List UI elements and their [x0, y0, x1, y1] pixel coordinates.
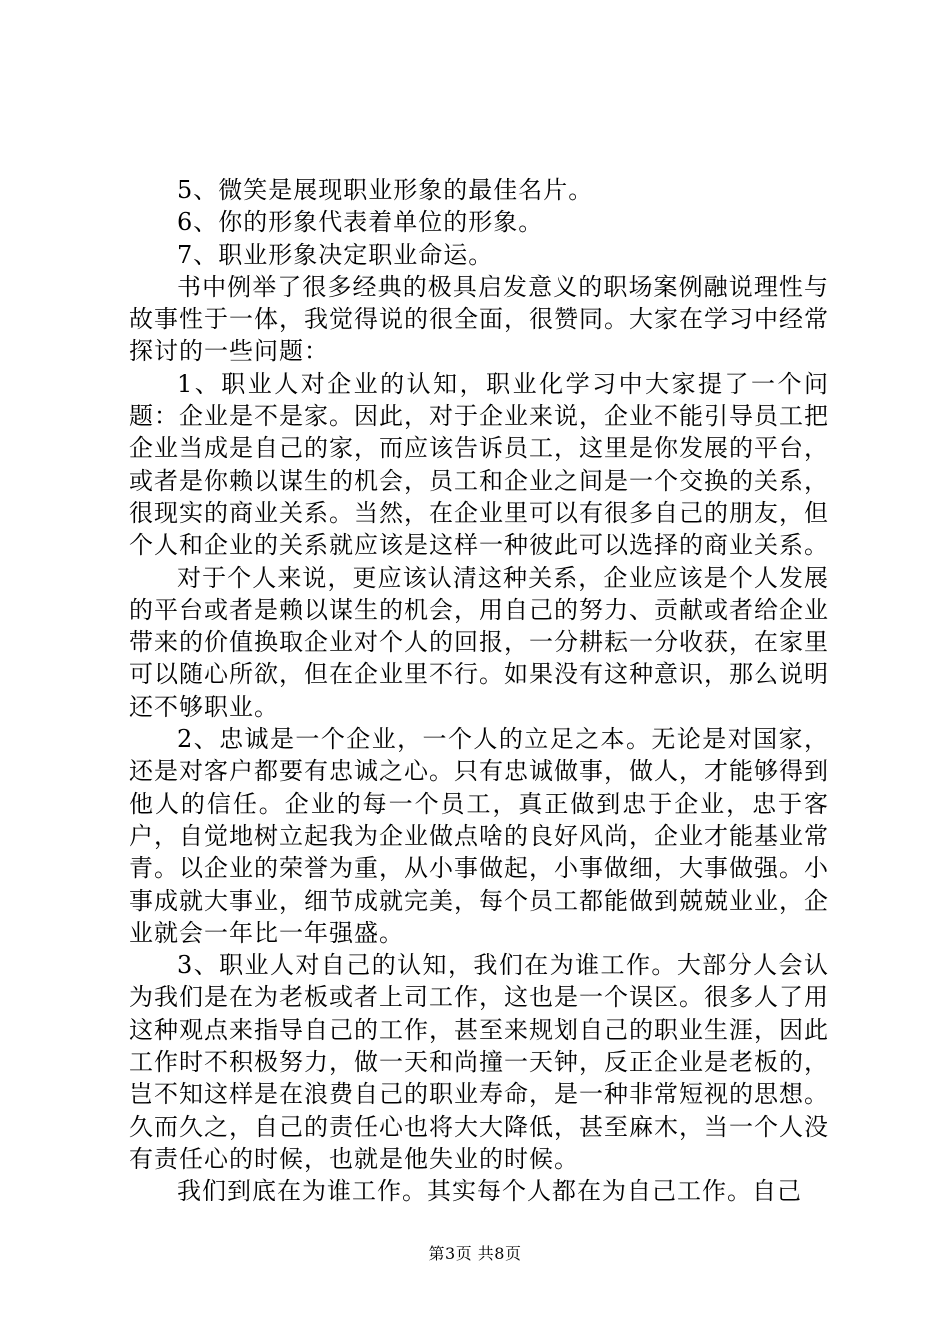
- paragraph-point-1: 1、职业人对企业的认知，职业化学习中大家提了一个问题：企业是不是家。因此，对于企业来说，企业不能引导员工把企业当成是自己的家，而应该告诉员工，这里是你发展的平台，或者是你赖以谋生的机会，员工和企业之间是一个交换的关系，很现实的商业关系。当然，在企业里可以有很多自己的朋友，但个人和企业的关系就应该是这样一种彼此可以选择的商业关系。: [129, 369, 829, 560]
- paragraph-individual: 对于个人来说，更应该认清这种关系，企业应该是个人发展的平台或者是赖以谋生的机会，用自己的努力、贡献或者给企业带来的价值换取企业对个人的回报，一分耕耘一分收获，在家里可以随心所欲，但在企业里不行。如果没有这种意识，那么说明还不够职业。: [129, 563, 829, 721]
- paragraph-who-we-work-for: 我们到底在为谁工作。其实每个人都在为自己工作。自己: [177, 1177, 802, 1206]
- page-number-footer: 第3页 共8页: [428, 1244, 522, 1263]
- list-item-7: 7、职业形象决定职业命运。: [177, 240, 494, 269]
- list-item-6: 6、你的形象代表着单位的形象。: [177, 208, 544, 237]
- paragraph-book-intro: 书中例举了很多经典的极具启发意义的职场案例融说理性与故事性于一体，我觉得说的很全面，很赞同。大家在学习中经常探讨的一些问题：: [129, 272, 829, 366]
- document-body: [129, 174, 829, 1208]
- paragraph-point-2: 2、忠诚是一个企业，一个人的立足之本。无论是对国家，还是对客户都要有忠诚之心。只有忠诚做事，做人，才能够得到他人的信任。企业的每一个员工，真正做到忠于企业，忠于客户，自觉地树立起我为企业做点啥的良好风尚，企业才能基业常青。以企业的荣誉为重，从小事做起，小事做细，大事做强。小事成就大事业，细节成就完美，每个员工都能做到兢兢业业，企业就会一年比一年强盛。: [129, 725, 829, 947]
- paragraph-point-3: 3、职业人对自己的认知，我们在为谁工作。大部分人会认为我们是在为老板或者上司工作，这也是一个误区。很多人了用这种观点来指导自己的工作，甚至来规划自己的职业生涯，因此工作时不积极努力，做一天和尚撞一天钟，反正企业是老板的，岂不知这样是在浪费自己的职业寿命，是一种非常短视的思想。久而久之，自己的责任心也将大大降低，甚至麻木，当一个人没有责任心的时候，也就是他失业的时候。: [129, 951, 829, 1173]
- list-item-5: 5、微笑是展现职业形象的最佳名片。: [177, 176, 594, 204]
